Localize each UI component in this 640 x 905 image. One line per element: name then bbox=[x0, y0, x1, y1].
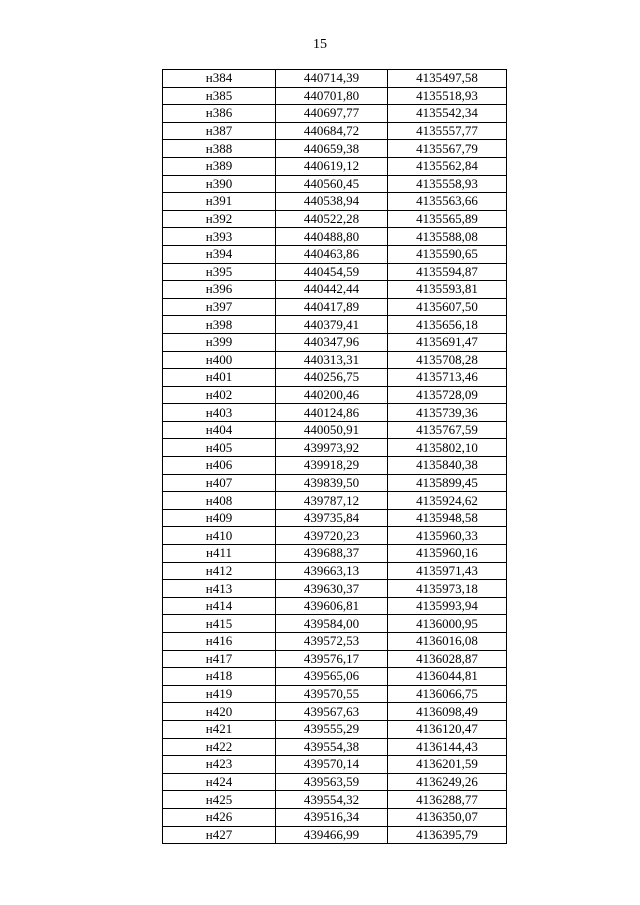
point-id-cell: н415 bbox=[163, 615, 276, 633]
point-id-cell: н423 bbox=[163, 756, 276, 774]
point-id-cell: н388 bbox=[163, 140, 276, 158]
y-coordinate-cell: 4135708,28 bbox=[388, 351, 507, 369]
point-id-cell: н393 bbox=[163, 228, 276, 246]
y-coordinate-cell: 4135993,94 bbox=[388, 597, 507, 615]
table-row bbox=[163, 404, 507, 422]
table-row bbox=[163, 245, 507, 263]
x-coordinate-cell: 440347,96 bbox=[276, 333, 388, 351]
y-coordinate-cell: 4136120,47 bbox=[388, 720, 507, 738]
y-coordinate-cell: 4135656,18 bbox=[388, 316, 507, 334]
table-row bbox=[163, 580, 507, 598]
x-coordinate-cell: 440659,38 bbox=[276, 140, 388, 158]
y-coordinate-cell: 4136000,95 bbox=[388, 615, 507, 633]
table-row bbox=[163, 562, 507, 580]
x-coordinate-cell: 439466,99 bbox=[276, 826, 388, 844]
x-coordinate-cell: 440256,75 bbox=[276, 369, 388, 387]
table-row bbox=[163, 175, 507, 193]
table-row bbox=[163, 615, 507, 633]
point-id-cell: н405 bbox=[163, 439, 276, 457]
x-coordinate-cell: 440313,31 bbox=[276, 351, 388, 369]
y-coordinate-cell: 4135840,38 bbox=[388, 457, 507, 475]
table-row bbox=[163, 421, 507, 439]
point-id-cell: н409 bbox=[163, 509, 276, 527]
x-coordinate-cell: 439688,37 bbox=[276, 545, 388, 563]
table-row bbox=[163, 773, 507, 791]
y-coordinate-cell: 4135567,79 bbox=[388, 140, 507, 158]
point-id-cell: н390 bbox=[163, 175, 276, 193]
y-coordinate-cell: 4135802,10 bbox=[388, 439, 507, 457]
y-coordinate-cell: 4135563,66 bbox=[388, 193, 507, 211]
y-coordinate-cell: 4135562,84 bbox=[388, 157, 507, 175]
table-row bbox=[163, 738, 507, 756]
y-coordinate-cell: 4135607,50 bbox=[388, 298, 507, 316]
table-row bbox=[163, 263, 507, 281]
table-row bbox=[163, 685, 507, 703]
coordinates-table bbox=[162, 69, 507, 844]
table-row bbox=[163, 316, 507, 334]
y-coordinate-cell: 4135973,18 bbox=[388, 580, 507, 598]
y-coordinate-cell: 4135948,58 bbox=[388, 509, 507, 527]
table-row bbox=[163, 756, 507, 774]
point-id-cell: н420 bbox=[163, 703, 276, 721]
point-id-cell: н395 bbox=[163, 263, 276, 281]
point-id-cell: н386 bbox=[163, 105, 276, 123]
point-id-cell: н413 bbox=[163, 580, 276, 598]
point-id-cell: н385 bbox=[163, 87, 276, 105]
table-row bbox=[163, 333, 507, 351]
coordinates-table-body bbox=[163, 70, 507, 844]
x-coordinate-cell: 439563,59 bbox=[276, 773, 388, 791]
table-row bbox=[163, 105, 507, 123]
table-row bbox=[163, 720, 507, 738]
table-row bbox=[163, 122, 507, 140]
y-coordinate-cell: 4136066,75 bbox=[388, 685, 507, 703]
table-row bbox=[163, 369, 507, 387]
y-coordinate-cell: 4135713,46 bbox=[388, 369, 507, 387]
point-id-cell: н410 bbox=[163, 527, 276, 545]
x-coordinate-cell: 439839,50 bbox=[276, 474, 388, 492]
x-coordinate-cell: 439555,29 bbox=[276, 720, 388, 738]
x-coordinate-cell: 439918,29 bbox=[276, 457, 388, 475]
point-id-cell: н398 bbox=[163, 316, 276, 334]
x-coordinate-cell: 439630,37 bbox=[276, 580, 388, 598]
x-coordinate-cell: 440454,59 bbox=[276, 263, 388, 281]
table-row bbox=[163, 633, 507, 651]
table-row bbox=[163, 87, 507, 105]
x-coordinate-cell: 439554,38 bbox=[276, 738, 388, 756]
point-id-cell: н411 bbox=[163, 545, 276, 563]
point-id-cell: н406 bbox=[163, 457, 276, 475]
x-coordinate-cell: 439565,06 bbox=[276, 668, 388, 686]
x-coordinate-cell: 440522,28 bbox=[276, 210, 388, 228]
point-id-cell: н418 bbox=[163, 668, 276, 686]
y-coordinate-cell: 4135588,08 bbox=[388, 228, 507, 246]
table-row bbox=[163, 545, 507, 563]
table-row bbox=[163, 650, 507, 668]
point-id-cell: н389 bbox=[163, 157, 276, 175]
table-row bbox=[163, 474, 507, 492]
x-coordinate-cell: 439787,12 bbox=[276, 492, 388, 510]
point-id-cell: н416 bbox=[163, 633, 276, 651]
x-coordinate-cell: 440417,89 bbox=[276, 298, 388, 316]
x-coordinate-cell: 440701,80 bbox=[276, 87, 388, 105]
y-coordinate-cell: 4135960,16 bbox=[388, 545, 507, 563]
y-coordinate-cell: 4135557,77 bbox=[388, 122, 507, 140]
table-row bbox=[163, 386, 507, 404]
x-coordinate-cell: 440124,86 bbox=[276, 404, 388, 422]
point-id-cell: н427 bbox=[163, 826, 276, 844]
point-id-cell: н407 bbox=[163, 474, 276, 492]
table-row bbox=[163, 597, 507, 615]
table-row bbox=[163, 826, 507, 844]
table-row bbox=[163, 439, 507, 457]
x-coordinate-cell: 439572,53 bbox=[276, 633, 388, 651]
point-id-cell: н424 bbox=[163, 773, 276, 791]
table-row bbox=[163, 281, 507, 299]
y-coordinate-cell: 4135739,36 bbox=[388, 404, 507, 422]
table-row bbox=[163, 157, 507, 175]
x-coordinate-cell: 440463,86 bbox=[276, 245, 388, 263]
x-coordinate-cell: 440619,12 bbox=[276, 157, 388, 175]
y-coordinate-cell: 4135767,59 bbox=[388, 421, 507, 439]
y-coordinate-cell: 4135899,45 bbox=[388, 474, 507, 492]
y-coordinate-cell: 4135565,89 bbox=[388, 210, 507, 228]
x-coordinate-cell: 439720,23 bbox=[276, 527, 388, 545]
point-id-cell: н425 bbox=[163, 791, 276, 809]
y-coordinate-cell: 4135558,93 bbox=[388, 175, 507, 193]
y-coordinate-cell: 4135497,58 bbox=[388, 70, 507, 88]
table-row bbox=[163, 457, 507, 475]
y-coordinate-cell: 4136249,26 bbox=[388, 773, 507, 791]
x-coordinate-cell: 440560,45 bbox=[276, 175, 388, 193]
x-coordinate-cell: 440379,41 bbox=[276, 316, 388, 334]
page-number: 15 bbox=[313, 37, 327, 52]
table-row bbox=[163, 509, 507, 527]
y-coordinate-cell: 4136395,79 bbox=[388, 826, 507, 844]
x-coordinate-cell: 439570,55 bbox=[276, 685, 388, 703]
x-coordinate-cell: 439516,34 bbox=[276, 808, 388, 826]
y-coordinate-cell: 4135593,81 bbox=[388, 281, 507, 299]
point-id-cell: н402 bbox=[163, 386, 276, 404]
y-coordinate-cell: 4135728,09 bbox=[388, 386, 507, 404]
y-coordinate-cell: 4135542,34 bbox=[388, 105, 507, 123]
y-coordinate-cell: 4135971,43 bbox=[388, 562, 507, 580]
y-coordinate-cell: 4136350,07 bbox=[388, 808, 507, 826]
y-coordinate-cell: 4136201,59 bbox=[388, 756, 507, 774]
point-id-cell: н403 bbox=[163, 404, 276, 422]
point-id-cell: н408 bbox=[163, 492, 276, 510]
x-coordinate-cell: 440442,44 bbox=[276, 281, 388, 299]
y-coordinate-cell: 4136098,49 bbox=[388, 703, 507, 721]
table-row bbox=[163, 703, 507, 721]
y-coordinate-cell: 4136044,81 bbox=[388, 668, 507, 686]
table-row bbox=[163, 298, 507, 316]
point-id-cell: н414 bbox=[163, 597, 276, 615]
point-id-cell: н417 bbox=[163, 650, 276, 668]
table-row bbox=[163, 193, 507, 211]
x-coordinate-cell: 439663,13 bbox=[276, 562, 388, 580]
point-id-cell: н392 bbox=[163, 210, 276, 228]
y-coordinate-cell: 4136016,08 bbox=[388, 633, 507, 651]
point-id-cell: н399 bbox=[163, 333, 276, 351]
x-coordinate-cell: 439570,14 bbox=[276, 756, 388, 774]
table-row bbox=[163, 668, 507, 686]
point-id-cell: н396 bbox=[163, 281, 276, 299]
point-id-cell: н400 bbox=[163, 351, 276, 369]
y-coordinate-cell: 4136144,43 bbox=[388, 738, 507, 756]
point-id-cell: н394 bbox=[163, 245, 276, 263]
point-id-cell: н391 bbox=[163, 193, 276, 211]
table-row bbox=[163, 351, 507, 369]
x-coordinate-cell: 439554,32 bbox=[276, 791, 388, 809]
x-coordinate-cell: 439735,84 bbox=[276, 509, 388, 527]
x-coordinate-cell: 439567,63 bbox=[276, 703, 388, 721]
x-coordinate-cell: 440488,80 bbox=[276, 228, 388, 246]
x-coordinate-cell: 440684,72 bbox=[276, 122, 388, 140]
table-row bbox=[163, 492, 507, 510]
x-coordinate-cell: 440200,46 bbox=[276, 386, 388, 404]
point-id-cell: н404 bbox=[163, 421, 276, 439]
y-coordinate-cell: 4135594,87 bbox=[388, 263, 507, 281]
table-row bbox=[163, 210, 507, 228]
y-coordinate-cell: 4136028,87 bbox=[388, 650, 507, 668]
x-coordinate-cell: 439606,81 bbox=[276, 597, 388, 615]
point-id-cell: н412 bbox=[163, 562, 276, 580]
table-row bbox=[163, 140, 507, 158]
point-id-cell: н422 bbox=[163, 738, 276, 756]
table-row bbox=[163, 228, 507, 246]
point-id-cell: н397 bbox=[163, 298, 276, 316]
point-id-cell: н384 bbox=[163, 70, 276, 88]
table-row bbox=[163, 791, 507, 809]
point-id-cell: н401 bbox=[163, 369, 276, 387]
x-coordinate-cell: 439576,17 bbox=[276, 650, 388, 668]
x-coordinate-cell: 440050,91 bbox=[276, 421, 388, 439]
point-id-cell: н387 bbox=[163, 122, 276, 140]
point-id-cell: н426 bbox=[163, 808, 276, 826]
x-coordinate-cell: 440714,39 bbox=[276, 70, 388, 88]
y-coordinate-cell: 4135590,65 bbox=[388, 245, 507, 263]
y-coordinate-cell: 4135518,93 bbox=[388, 87, 507, 105]
y-coordinate-cell: 4135924,62 bbox=[388, 492, 507, 510]
table-row bbox=[163, 527, 507, 545]
x-coordinate-cell: 439584,00 bbox=[276, 615, 388, 633]
x-coordinate-cell: 440697,77 bbox=[276, 105, 388, 123]
y-coordinate-cell: 4135691,47 bbox=[388, 333, 507, 351]
point-id-cell: н421 bbox=[163, 720, 276, 738]
y-coordinate-cell: 4136288,77 bbox=[388, 791, 507, 809]
x-coordinate-cell: 439973,92 bbox=[276, 439, 388, 457]
table-row bbox=[163, 70, 507, 88]
x-coordinate-cell: 440538,94 bbox=[276, 193, 388, 211]
point-id-cell: н419 bbox=[163, 685, 276, 703]
table-row bbox=[163, 808, 507, 826]
y-coordinate-cell: 4135960,33 bbox=[388, 527, 507, 545]
